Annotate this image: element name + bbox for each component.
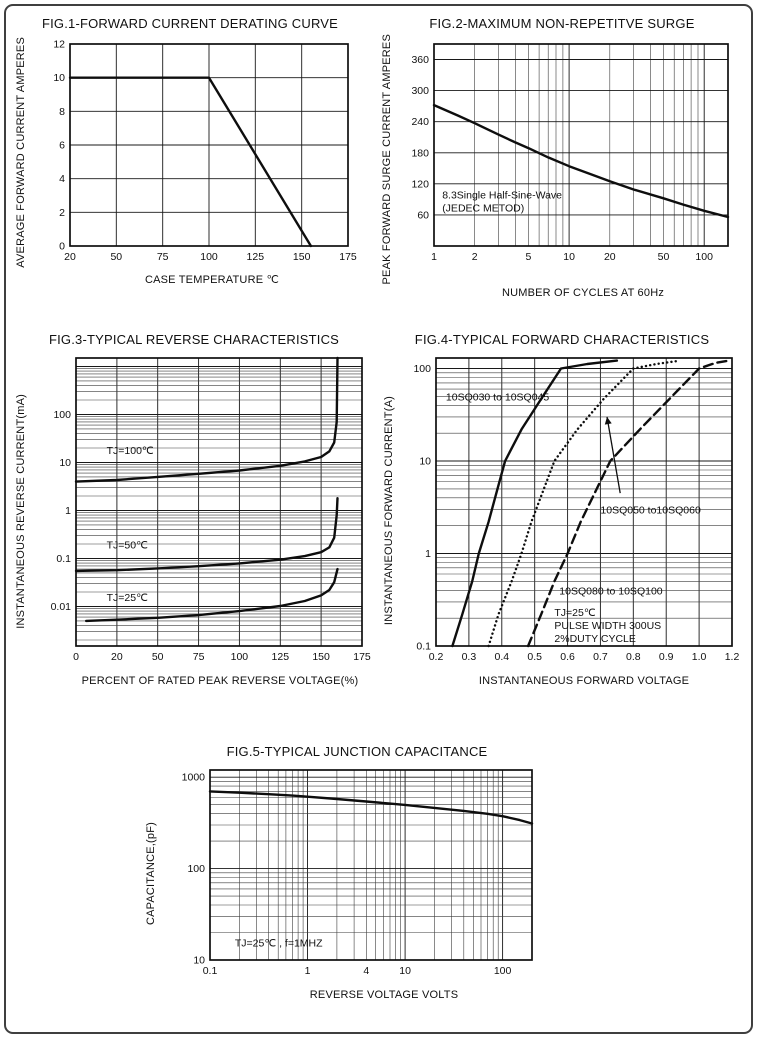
fig3-plot (30, 350, 374, 672)
fig5-plot (160, 762, 546, 986)
svg-text:10: 10 (419, 455, 431, 468)
svg-text:50: 50 (151, 651, 164, 663)
fig5-capacitance-chart (142, 742, 572, 1001)
svg-text:TJ=50℃: TJ=50℃ (106, 539, 148, 552)
svg-text:150: 150 (292, 251, 311, 263)
svg-text:1000: 1000 (181, 771, 205, 784)
svg-text:1: 1 (304, 965, 311, 977)
fig4-forward-chart (380, 330, 744, 687)
svg-text:75: 75 (156, 251, 169, 263)
fig2-x-axis-label: NUMBER OF CYCLES AT 60Hz (501, 287, 665, 300)
svg-text:8.3Single Half-Sine-Wave(JEDEC: 8.3Single Half-Sine-Wave (JEDEC METOD) (442, 189, 563, 215)
fig1-title: FIG.1-FORWARD CURRENT DERATING CURVE (41, 16, 339, 31)
svg-text:75: 75 (192, 651, 205, 663)
svg-text:10: 10 (53, 72, 65, 85)
svg-text:5: 5 (525, 251, 532, 263)
svg-text:6: 6 (59, 139, 65, 152)
svg-text:12: 12 (53, 38, 65, 51)
svg-text:10SQ080 to 10SQ100: 10SQ080 to 10SQ100 (559, 585, 663, 598)
svg-text:0.1: 0.1 (56, 553, 71, 565)
fig1-plot (30, 34, 362, 270)
svg-text:300: 300 (411, 85, 429, 98)
svg-text:TJ=25℃: TJ=25℃ (106, 592, 148, 604)
fig2-title: FIG.2-MAXIMUM NON-REPETITVE SURGE (429, 16, 695, 31)
svg-text:20: 20 (111, 651, 123, 663)
svg-text:10SQ030 to 10SQ045: 10SQ030 to 10SQ045 (445, 391, 550, 404)
svg-text:0.7: 0.7 (593, 651, 608, 663)
svg-text:0.9: 0.9 (658, 651, 674, 663)
svg-text:100: 100 (53, 409, 71, 421)
fig2-surge-chart (378, 14, 746, 299)
svg-text:120: 120 (411, 178, 429, 191)
fig1-derating-chart (12, 14, 368, 286)
svg-text:2: 2 (471, 251, 478, 263)
fig5-title: FIG.5-TYPICAL JUNCTION CAPACITANCE (226, 744, 488, 759)
svg-text:1.2: 1.2 (724, 651, 740, 663)
fig5-ylabel-wrap (142, 762, 160, 986)
svg-text:360: 360 (411, 54, 429, 66)
fig5-y-axis-label: CAPACITANCE,(pF) (145, 822, 157, 926)
svg-text:1: 1 (425, 548, 431, 560)
fig3-x-axis-label: PERCENT OF RATED PEAK REVERSE VOLTAGE(%) (81, 675, 359, 687)
svg-text:50: 50 (110, 251, 123, 263)
svg-text:TJ=25℃PULSE WIDTH 300US2%DUTY: TJ=25℃ PULSE WIDTH 300US 2%DUTY CYCLE (554, 607, 662, 646)
svg-text:10SQ050 to10SQ060: 10SQ050 to10SQ060 (600, 504, 701, 517)
svg-text:180: 180 (411, 147, 429, 160)
fig4-title: FIG.4-TYPICAL FORWARD CHARACTERISTICS (414, 332, 710, 347)
fig2-plot (396, 34, 742, 270)
svg-text:10: 10 (563, 251, 575, 263)
svg-text:0.6: 0.6 (560, 651, 575, 663)
svg-text:0.1: 0.1 (202, 965, 218, 977)
fig5-x-axis-label: REVERSE VOLTAGE VOLTS (309, 989, 459, 1001)
svg-text:240: 240 (411, 116, 429, 129)
fig2-ylabel-wrap (378, 34, 396, 284)
svg-text:100: 100 (413, 363, 431, 375)
svg-text:100: 100 (695, 251, 713, 263)
svg-text:4: 4 (363, 965, 370, 977)
fig4-x-axis-label: INSTANTANEOUS FORWARD VOLTAGE (478, 675, 690, 687)
fig2-y-axis-label: PEAK FORWARD SURGE CURRENT AMPERES (381, 34, 393, 285)
svg-text:TJ=100℃: TJ=100℃ (106, 445, 154, 457)
svg-text:1: 1 (65, 505, 71, 517)
fig3-reverse-chart (12, 330, 376, 687)
fig3-title: FIG.3-TYPICAL REVERSE CHARACTERISTICS (48, 332, 340, 347)
svg-text:4: 4 (59, 173, 65, 186)
svg-text:10: 10 (193, 954, 205, 967)
svg-text:60: 60 (417, 209, 429, 222)
svg-text:0.5: 0.5 (527, 651, 543, 663)
svg-text:100: 100 (493, 965, 512, 977)
svg-text:1: 1 (431, 251, 437, 263)
svg-text:0.01: 0.01 (50, 601, 71, 613)
svg-text:100: 100 (200, 251, 218, 263)
svg-text:125: 125 (271, 651, 290, 663)
fig4-y-axis-label: INSTANTANEOUS FORWARD CURRENT(A) (383, 396, 395, 626)
svg-text:50: 50 (657, 251, 670, 263)
svg-text:TJ=25℃ , f=1MHZ: TJ=25℃ , f=1MHZ (234, 937, 323, 950)
svg-text:0.4: 0.4 (494, 651, 510, 663)
fig4-plot (398, 350, 744, 672)
fig1-ylabel-wrap (12, 34, 30, 270)
svg-text:150: 150 (312, 651, 330, 663)
svg-text:125: 125 (246, 251, 265, 263)
fig3-y-axis-label: INSTANTANEOUS REVERSE CURRENT(mA) (15, 393, 27, 629)
svg-text:100: 100 (187, 863, 205, 876)
svg-text:0: 0 (73, 651, 79, 663)
svg-text:2: 2 (59, 206, 65, 219)
svg-text:0.8: 0.8 (625, 651, 641, 663)
svg-text:10: 10 (399, 965, 411, 977)
fig1-x-axis-label: CASE TEMPERATURE ℃ (144, 274, 280, 286)
fig4-ylabel-wrap (380, 350, 398, 672)
svg-text:0: 0 (59, 240, 65, 253)
svg-text:20: 20 (64, 251, 76, 263)
svg-text:0.2: 0.2 (428, 651, 444, 663)
svg-text:0.1: 0.1 (416, 640, 431, 653)
svg-text:0.3: 0.3 (461, 651, 477, 663)
svg-text:100: 100 (230, 651, 249, 663)
fig1-y-axis-label: AVERAGE FORWARD CURRENT AMPERES (15, 36, 27, 268)
fig3-ylabel-wrap (12, 350, 30, 672)
svg-text:8: 8 (59, 105, 65, 118)
svg-text:175: 175 (339, 251, 357, 263)
svg-text:20: 20 (603, 251, 616, 263)
svg-text:10: 10 (59, 457, 71, 469)
svg-text:1.0: 1.0 (691, 651, 707, 663)
svg-text:175: 175 (353, 651, 371, 663)
